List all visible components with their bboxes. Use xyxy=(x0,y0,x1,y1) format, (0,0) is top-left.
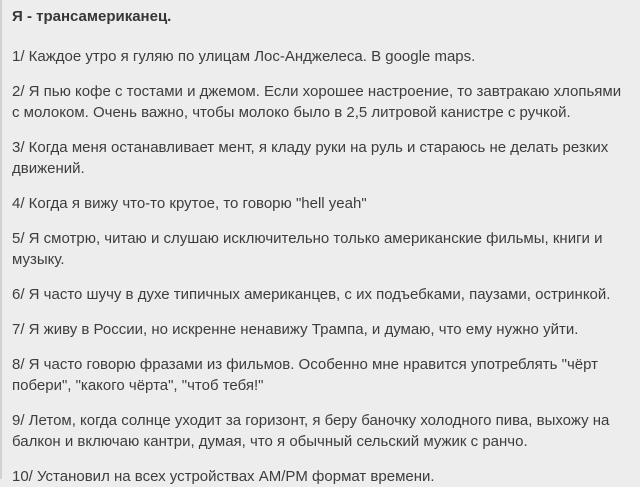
list-item-6: 6/ Я часто шучу в духе типичных американцев, с их подъебками, паузами, остринкой. xyxy=(12,286,611,303)
list-item-9: 9/ Летом, когда солнце уходит за горизонт, я беру баночку холодного пива, выхожу на балкон и включаю кантри, думая, что я обычный сельский мужик с ранчо. xyxy=(12,412,610,450)
list-item-4: 4/ Когда я вижу что-то крутое, то говорю "hell yeah" xyxy=(12,195,367,212)
list-item-2: 2/ Я пью кофе с тостами и джемом. Если хорошее настроение, то завтракаю хлопьями с молоком. Очень важно, чтобы молоко было в 2,5 литровой канистре с ручкой. xyxy=(12,83,622,121)
list-item-5: 5/ Я смотрю, читаю и слушаю исключительно только американские фильмы, книги и музыку. xyxy=(12,230,603,268)
page-title: Я - трансамериканец. xyxy=(12,8,172,25)
list-item-10: 10/ Установил на всех устройствах AM/PM формат времени. xyxy=(12,468,435,485)
list-item-1: 1/ Каждое утро я гуляю по улицам Лос-Анджелеса. В google maps. xyxy=(12,48,476,65)
list-item-3: 3/ Когда меня останавливает мент, я кладу руки на руль и стараюсь не делать резких движений. xyxy=(12,139,609,177)
list-item-8: 8/ Я часто говорю фразами из фильмов. Особенно мне нравится употреблять "чёрт побери", "какого чёрта", "чтоб тебя!" xyxy=(12,356,599,394)
list-item-7: 7/ Я живу в России, но искренне ненавижу Трампа, и думаю, что ему нужно уйти. xyxy=(12,321,579,338)
